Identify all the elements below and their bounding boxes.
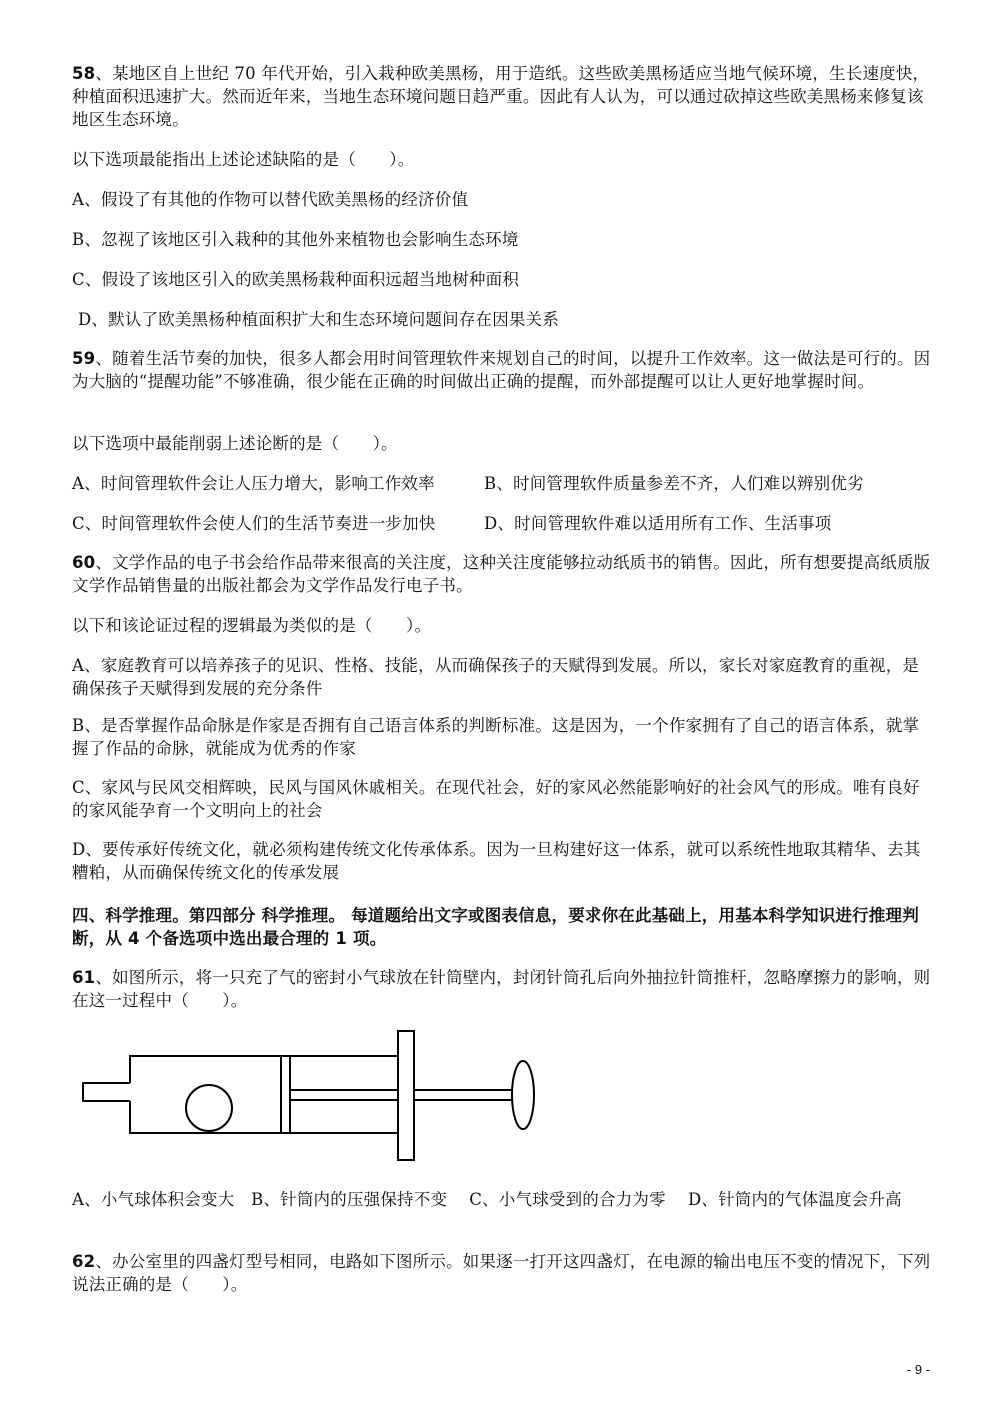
q59-option-a: A、时间管理软件会让人压力增大，影响工作效率 <box>72 474 435 493</box>
section-4-heading: 四、科学推理。第四部分 科学推理。 每道题给出文字或图表信息，要求你在此基础上，用基本科学知识进行推理判断，从 4 个备选项中选出最合理的 1 项。 <box>72 906 919 948</box>
q60-option-a: A、家庭教育可以培养孩子的见识、性格、技能，从而确保孩子的天赋得到发展。所以，家长对家庭教育的重视，是确保孩子天赋得到发展的充分条件 <box>72 656 920 698</box>
q58-option-b: B、忽视了该地区引入栽种的其他外来植物也会影响生态环境 <box>72 230 519 249</box>
q58-option-a: A、假设了有其他的作物可以替代欧美黑杨的经济价值 <box>72 190 469 209</box>
syringe-diagram <box>80 1028 550 1168</box>
q59-question: 以下选项中最能削弱上述论断的是（ ）。 <box>72 434 398 453</box>
plunger-thumb-press <box>512 1061 534 1129</box>
q61-number: 61 <box>72 968 96 987</box>
syringe-flange <box>398 1031 414 1160</box>
q59-number: 59 <box>72 349 96 368</box>
q61-options: A、小气球体积会变大 B、针筒内的压强保持不变 C、小气球受到的合力为零 D、针筒内的气体温度会升高 <box>72 1190 902 1209</box>
q58-stem: 58、某地区自上世纪 70 年代开始，引入栽种欧美黑杨，用于造纸。这些欧美黑杨适应当地气候环境，生长速度快，种植面积迅速扩大。然而近年来，当地生态环境问题日趋严重。因此有人认为，可以通过砍掉这些欧美黑杨来修复该地区生态环境。 <box>72 64 930 129</box>
page-number: - 9 - <box>906 1362 930 1377</box>
q62-stem: 62、办公室里的四盏灯型号相同，电路如下图所示。如果逐一打开这四盏灯，在电源的输出电压不变的情况下，下列说法正确的是（ ）。 <box>72 1252 931 1294</box>
q59-option-d: D、时间管理软件难以适用所有工作、生活事项 <box>484 514 832 533</box>
q58-number: 58 <box>72 64 96 83</box>
q60-number: 60 <box>72 553 96 572</box>
q61-stem: 61、如图所示，将一只充了气的密封小气球放在针筒壁内，封闭针筒孔后向外抽拉针筒推杆，忽略摩擦力的影响，则在这一过程中（ ）。 <box>72 968 931 1010</box>
q60-option-b: B、是否掌握作品命脉是作家是否拥有自己语言体系的判断标准。这是因为，一个作家拥有了自己的语言体系，就掌握了作品的命脉，就能成为优秀的作家 <box>72 716 920 758</box>
plunger-head <box>281 1056 290 1133</box>
q58-question: 以下选项最能指出上述论述缺陷的是（ ）。 <box>72 150 415 169</box>
q60-option-d: D、要传承好传统文化，就必须构建传统文化传承体系。因为一旦构建好这一体系，就可以系统性地取其精华、去其糟粕，从而确保传统文化的传承发展 <box>72 840 921 882</box>
syringe-barrel <box>130 1056 398 1083</box>
q62-number: 62 <box>72 1252 96 1271</box>
q60-stem: 60、文学作品的电子书会给作品带来很高的关注度，这种关注度能够拉动纸质书的销售。因此，所有想要提高纸质版文学作品销售量的出版社都会为文学作品发行电子书。 <box>72 553 931 595</box>
q59-option-c: C、时间管理软件会使人们的生活节奏进一步加快 <box>72 514 436 533</box>
q60-question: 以下和该论证过程的逻辑最为类似的是（ ）。 <box>72 616 432 635</box>
q58-option-c: C、假设了该地区引入的欧美黑杨栽种面积远超当地树种面积 <box>72 270 520 289</box>
q60-option-c: C、家风与民风交相辉映，民风与国风休戚相关。在现代社会，好的家风必然能影响好的社会风气的形成。唯有良好的家风能孕育一个文明向上的社会 <box>72 778 920 820</box>
q59-stem: 59、随着生活节奏的加快，很多人都会用时间管理软件来规划自己的时间，以提升工作效率。这一做法是可行的。因为大脑的“提醒功能”不够准确，很少能在正确的时间做出正确的提醒，而外部提醒可以让人更好地掌握时间。 <box>72 349 931 391</box>
syringe-nozzle <box>83 1083 130 1101</box>
balloon-circle <box>186 1085 232 1131</box>
q58-option-d: D、默认了欧美黑杨种植面积扩大和生态环境问题间存在因果关系 <box>78 310 560 329</box>
q59-option-b: B、时间管理软件质量参差不齐，人们难以辨别优劣 <box>484 474 864 493</box>
